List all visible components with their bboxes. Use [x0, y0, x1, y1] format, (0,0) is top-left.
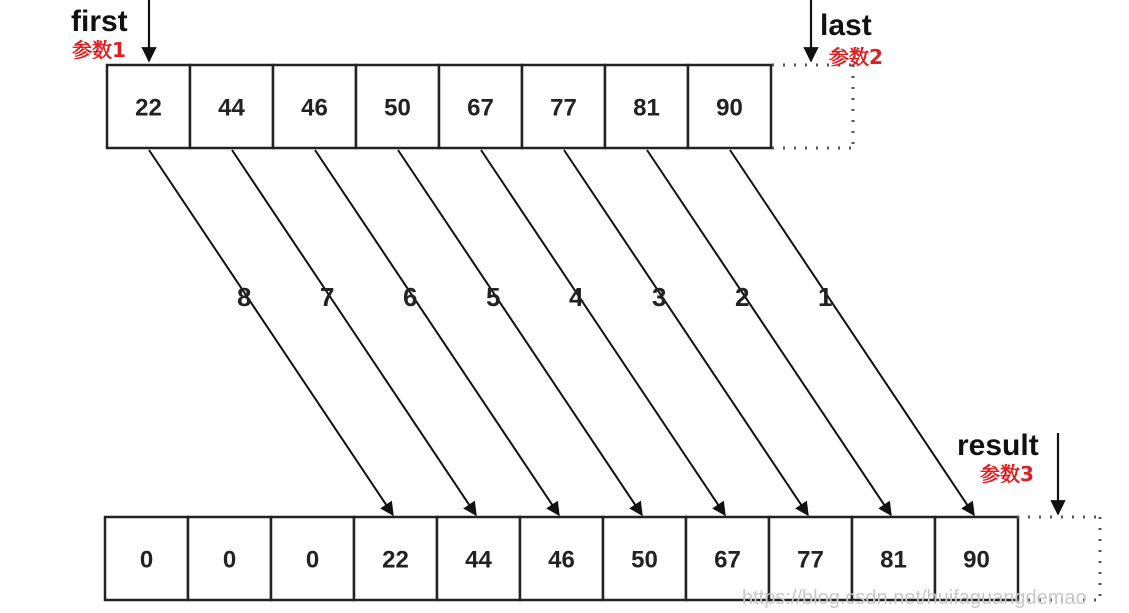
destination-cell-value: 77 [797, 546, 824, 574]
copy-step-label: 1 [818, 282, 833, 312]
destination-cell-value: 90 [963, 546, 990, 574]
copy-arrow [481, 150, 725, 515]
copy-arrow [315, 150, 559, 515]
last-param-label: 参数2 [829, 45, 883, 69]
source-cell-value: 22 [135, 94, 162, 122]
copy-step-label: 6 [403, 282, 418, 312]
source-cell-value: 44 [218, 94, 245, 122]
copy-arrow [647, 150, 891, 515]
copy-arrow [149, 150, 393, 515]
source-array [107, 65, 771, 148]
result-label: result [957, 429, 1039, 462]
source-cell-value: 90 [716, 94, 743, 122]
destination-cell-value: 0 [222, 546, 237, 574]
copy-step-label: 5 [486, 282, 501, 312]
source-cell-value: 77 [550, 94, 577, 122]
copy-step-label: 4 [569, 282, 584, 312]
last-label: last [820, 9, 872, 42]
first-param-label: 参数1 [72, 38, 126, 62]
destination-cell-value: 81 [880, 546, 907, 574]
copy-step-label: 8 [237, 282, 252, 312]
destination-cell-value: 0 [139, 546, 154, 574]
copy-arrow [730, 150, 974, 515]
destination-cell-value: 44 [465, 546, 492, 574]
copy-arrow [398, 150, 642, 515]
source-cell-value: 50 [384, 94, 411, 122]
destination-cell-value: 50 [631, 546, 658, 574]
copy-step-label: 2 [735, 282, 750, 312]
source-cell-value: 67 [467, 94, 494, 122]
result-param-label: 参数3 [980, 462, 1034, 486]
copy-step-label: 3 [652, 282, 667, 312]
first-label: first [71, 5, 128, 38]
copy-step-label: 7 [320, 282, 335, 312]
copy-arrow [564, 150, 808, 515]
destination-cell-value: 67 [714, 546, 741, 574]
source-past-end-slot [772, 65, 855, 148]
copy-arrow [232, 150, 476, 515]
destination-cell-value: 46 [548, 546, 575, 574]
destination-cell-value: 0 [305, 546, 320, 574]
source-cell-value: 46 [301, 94, 328, 122]
copy-step-labels [237, 282, 832, 312]
source-cell-value: 81 [633, 94, 660, 122]
destination-cell-value: 22 [382, 546, 409, 574]
watermark-text: https://blog.csdn.net/huifaguangdemao [742, 587, 1087, 609]
copy-arrows [149, 150, 974, 515]
